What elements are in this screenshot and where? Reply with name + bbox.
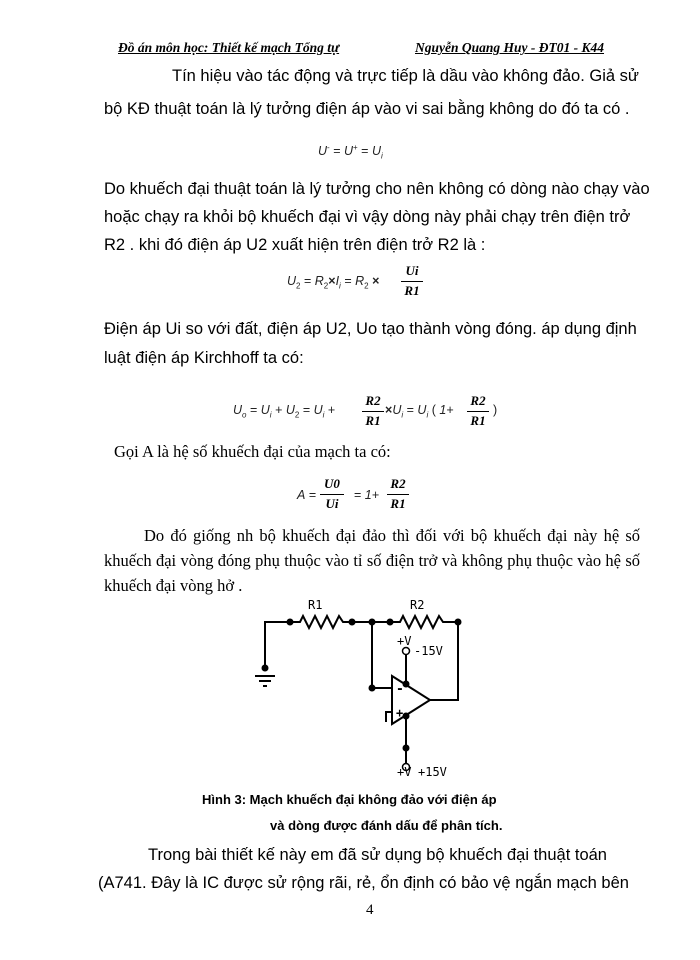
equation-3-close: )	[493, 403, 498, 417]
fraction-numerator: R2	[390, 476, 406, 491]
equation-4-cont: = 1+	[354, 488, 380, 502]
resistor-r2	[372, 616, 458, 628]
fraction-numerator: R2	[365, 393, 381, 408]
equation-3-cont: $\times U_i = U_i$ ( 1+	[385, 403, 454, 420]
paragraph-line: Do khuếch đại thuật toán là lý tưởng cho nên không có dòng nào chạy vào	[104, 180, 650, 198]
paragraph-line: Trong bài thiết kế này em đã sử dụng bộ khuếch đại thuật toán	[148, 846, 607, 864]
fraction-denominator: R1	[390, 496, 406, 511]
paragraph-line: hoặc chạy ra khỏi bộ khuếch đại vì vậy dòng này phải chạy trên điện trở	[104, 208, 631, 226]
wire-inverting	[372, 622, 392, 688]
paragraph-line: R2 . khi đó điện áp U2 xuất hiện trên điện trở R2 là :	[104, 236, 486, 254]
header-right: Nguyễn Quang Huy - ĐT01 - K44	[415, 40, 605, 55]
ground-icon	[255, 676, 275, 686]
fraction-numerator: U0	[324, 476, 340, 491]
vplus-label: +V	[397, 765, 412, 779]
vminus-label: +V	[397, 634, 412, 648]
paragraph-line: khuếch đại vòng hở .	[104, 576, 243, 595]
equation-2: $U_2 = R_2\times I_i = R_2$ ×	[287, 274, 380, 291]
fraction-numerator: Ui	[405, 263, 419, 278]
paragraph-line: Điện áp Ui so với đất, điện áp U2, Uo tạo thành vòng đóng. áp dụng định	[104, 320, 637, 338]
fraction-numerator: R2	[470, 393, 486, 408]
fraction-denominator: R1	[365, 413, 381, 428]
paragraph-line: Tín hiệu vào tác động và trực tiếp là dầu vào không đảo. Giả sử	[172, 67, 639, 85]
paragraph-line: Do đó giống nh bộ khuếch đại đảo thì đối với bộ khuếch đại này hệ số	[144, 526, 640, 545]
paragraph-line: luật điện áp Kirchhoff ta có:	[104, 349, 304, 367]
vplus-value: +15V	[418, 765, 447, 779]
resistor-r1	[290, 616, 372, 628]
r2-label: R2	[410, 598, 425, 612]
fraction-denominator: Ui	[325, 496, 339, 511]
page-number: 4	[366, 902, 374, 918]
minus-pin-label: -	[396, 682, 404, 697]
paragraph-line: khuếch đại vòng đóng phụ thuộc vào tỉ số điện trở và không phụ thuộc vào hệ số	[104, 551, 640, 570]
vminus-value: -15V	[414, 644, 443, 658]
figure-caption-line1: Hình 3: Mạch khuếch đại không đảo với điện áp	[202, 792, 497, 807]
equation-4: A =	[297, 488, 317, 502]
plus-pin-label: +	[396, 706, 404, 720]
equation-3: $U_o = U_i + U_2 = U_i$ +	[233, 403, 336, 420]
fraction-denominator: R1	[404, 283, 420, 298]
wire-feedback	[430, 622, 458, 700]
r1-label: R1	[308, 598, 323, 612]
header-left: Đồ án môn học: Thiết kế mạch Tổng tự	[118, 40, 340, 55]
equation-1: $U^- = U^+ = U_i$	[318, 143, 383, 161]
paragraph-line: bộ KĐ thuật toán là lý tưởng điện áp vào vi sai bằng không do đó ta có .	[104, 100, 630, 118]
paragraph-line: Gọi A là hệ số khuếch đại của mạch ta có:	[114, 442, 391, 461]
fraction-denominator: R1	[470, 413, 486, 428]
figure-caption-line2: và dòng được đánh dấu để phân tích.	[270, 818, 503, 833]
paragraph-line: (A741. Đây là IC được sử rộng rãi, rẻ, ổn định có bảo vệ ngắn mạch bên	[98, 874, 629, 892]
wire	[265, 622, 290, 668]
